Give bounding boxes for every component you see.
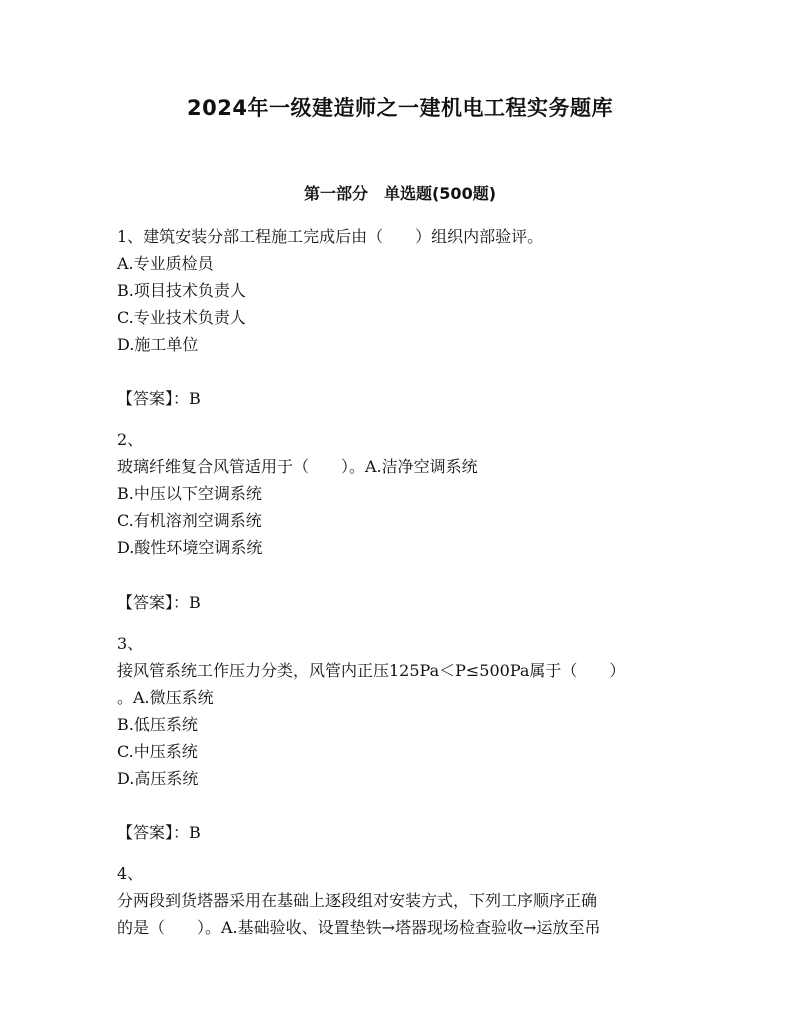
question-4-stem-cont: 的是（ ）。A.基础验收、设置垫铁→塔器现场检查验收→运放至吊 xyxy=(117,918,601,937)
question-3-option-b: B.低压系统 xyxy=(117,715,198,734)
question-1-answer: 【答案】：B xyxy=(117,389,201,408)
question-2-answer: 【答案】：B xyxy=(117,593,201,612)
question-3-stem: 接风管系统工作压力分类，风管内正压125Pa＜P≤500Pa属于（ ） xyxy=(117,661,626,680)
question-4-number: 4、 xyxy=(117,864,144,883)
question-2-option-b: B.中压以下空调系统 xyxy=(117,484,262,503)
question-4-stem: 分两段到货塔器采用在基础上逐段组对安装方式，下列工序顺序正确 xyxy=(117,891,598,910)
question-2-option-c: C.有机溶剂空调系统 xyxy=(117,511,262,530)
section-heading: 第一部分 单选题(500题) xyxy=(303,184,497,203)
question-1-option-a: A.专业质检员 xyxy=(117,254,214,273)
question-3-stem-cont: 。A.微压系统 xyxy=(117,688,214,707)
question-1-option-c: C.专业技术负责人 xyxy=(117,308,246,327)
question-3-option-c: C.中压系统 xyxy=(117,742,198,761)
question-2-stem: 玻璃纤维复合风管适用于（ ）。A.洁净空调系统 xyxy=(117,457,478,476)
question-3-answer: 【答案】：B xyxy=(117,823,201,842)
question-2-number: 2、 xyxy=(117,430,144,449)
question-1-stem: 1、建筑安装分部工程施工完成后由（ ）组织内部验评。 xyxy=(117,227,544,246)
question-1-option-b: B.项目技术负责人 xyxy=(117,281,246,300)
question-3-option-d: D.高压系统 xyxy=(117,769,199,788)
question-2-option-d: D.酸性环境空调系统 xyxy=(117,538,263,557)
question-3-number: 3、 xyxy=(117,634,144,653)
document-title: 2024年一级建造师之一建机电工程实务题库 xyxy=(187,96,613,120)
question-1-option-d: D.施工单位 xyxy=(117,335,199,354)
